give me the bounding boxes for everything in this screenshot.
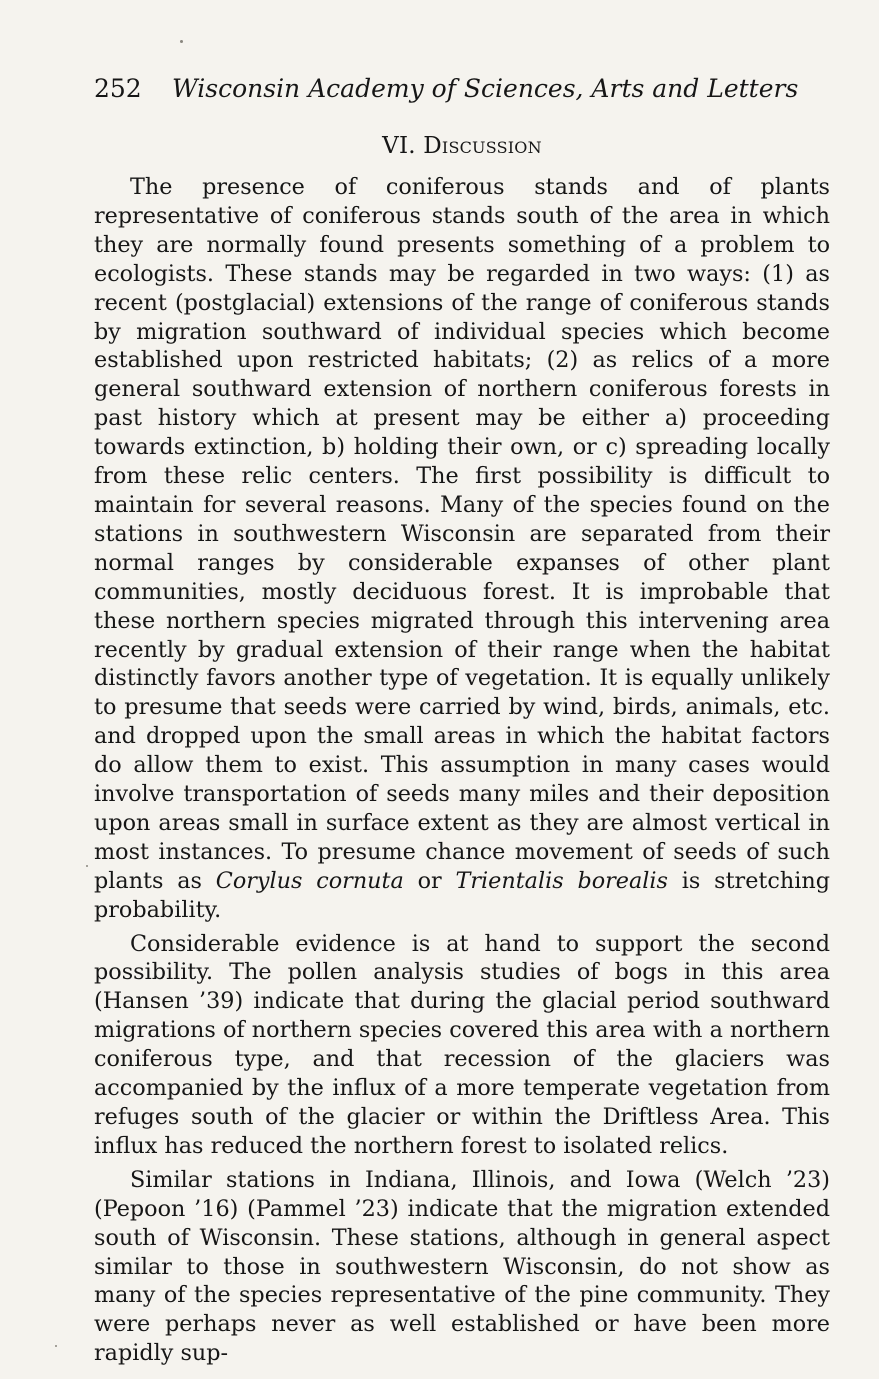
paragraph-text: is stretching probability. [94, 867, 830, 923]
paper-speck [86, 865, 88, 867]
section-heading [94, 130, 830, 162]
paragraph-text: Considerable evidence is at hand to support the second possibility. The pollen analysis studies of bogs in this area (Hansen ’39) indicate that during the glacial period southward migrations of northern species covered this area with a northern coniferous type, and that recession of the glaciers was accompanied by the influx of a more temperate vegetation from refuges south of the glacier or within the Driftless Area. This influx has reduced the northern forest to isolated relics. [94, 930, 830, 1159]
paper-speck [55, 1345, 57, 1347]
running-head [94, 72, 834, 106]
species-name: Corylus cornuta [215, 867, 404, 894]
paragraph-text: The presence of coniferous stands and of plants representative of coniferous stands south of the area in which they are normally found presents something of a problem to ecologists. These stands may be regarded in two ways: (1) as recent (postglacial) extensions of the range of coniferous stands by migration southward of individual species which become established upon restricted habitats; (2) as relics of a more general southward extension of northern coniferous forests in past history which at present may be either a) proceeding towards extinction, b) holding their own, or c) spreading locally from these relic centers. The first possibility is difficult to maintain for several reasons. Many of the species found on the stations in southwestern Wisconsin are separated from their normal ranges by considerable expanses of other plant communities, mostly deciduous forest. It is improbable that these northern species migrated through this intervening area recently by gradual extension of their range when the habitat distinctly favors another type of vegetation. It is equally unlikely to presume that seeds were carried by wind, birds, animals, etc. and dropped upon the small areas in which the habitat factors do allow them to exist. This assumption in many cases would involve transportation of seeds many miles and their deposition upon areas small in surface extent as they are almost vertical in most instances. To presume chance movement of seeds of such plants as [94, 174, 830, 894]
paper-speck [180, 40, 183, 43]
page-number: 252 [94, 74, 142, 103]
paragraph [94, 930, 830, 1161]
paragraph [94, 173, 830, 925]
species-name: Trientalis borealis [455, 867, 668, 894]
section-numeral: VI. [382, 133, 416, 159]
section-title: Discussion [423, 133, 542, 159]
body-text [94, 173, 830, 1373]
paragraph [94, 1166, 830, 1368]
journal-title: Wisconsin Academy of Sciences, Arts and Letters [172, 74, 799, 103]
paragraph-text: Similar stations in Indiana, Illinois, and Iowa (Welch ’23) (Pepoon ’16) (Pammel ’23) indicate that the migration extended south of Wisconsin. These stations, although in general aspect similar to those in southwestern Wisconsin, do not show as many of the species representative of the pine community. They were perhaps never as well established or have been more rapidly sup- [94, 1166, 830, 1367]
paragraph-text: or [417, 867, 442, 894]
